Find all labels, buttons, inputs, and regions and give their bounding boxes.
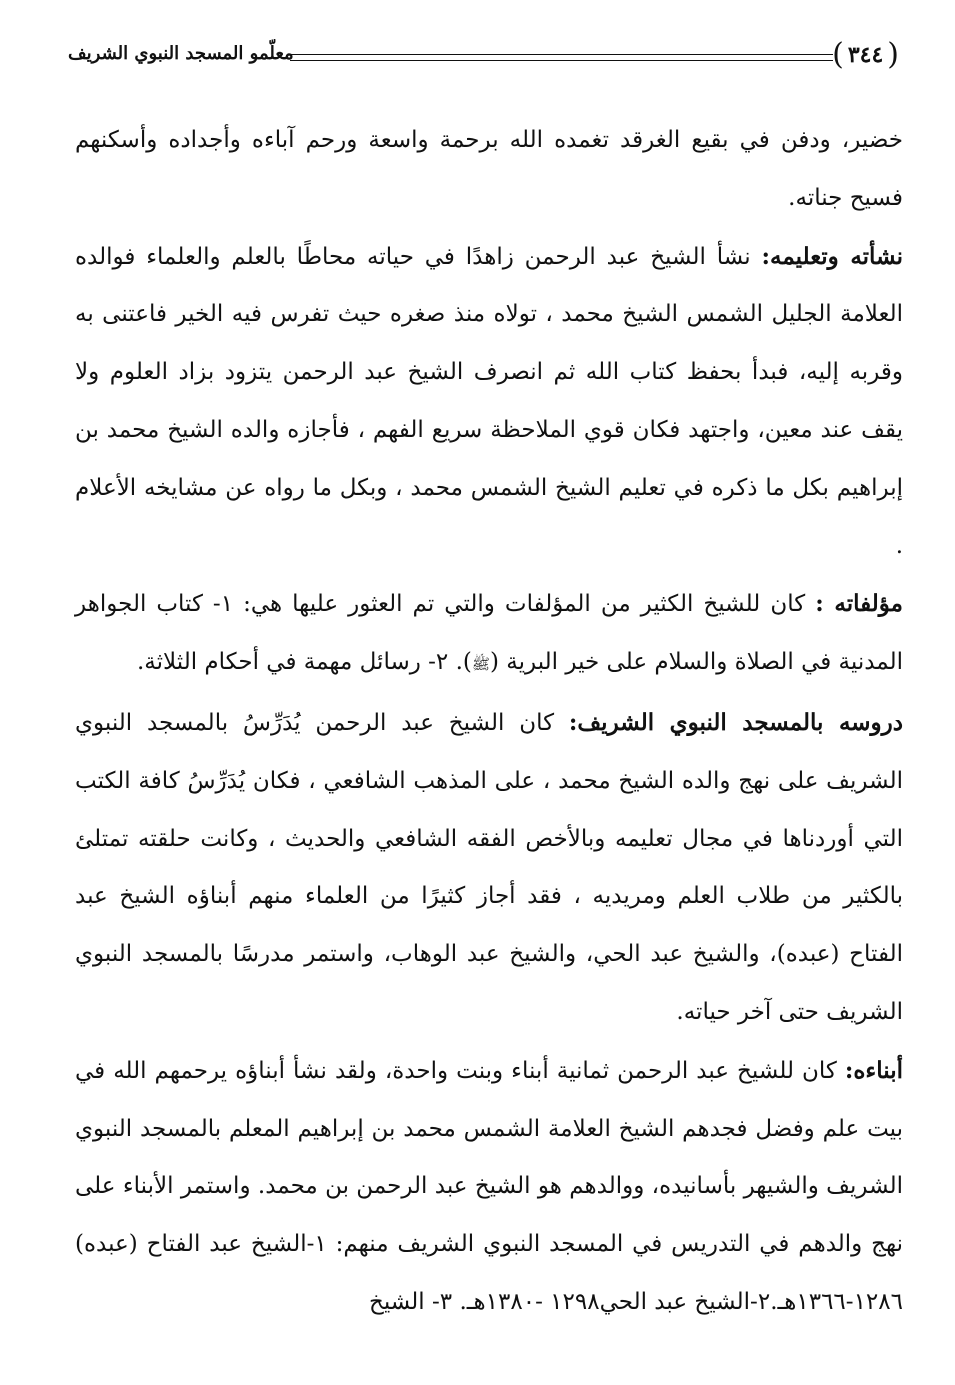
page-number-bracket-open: ( bbox=[887, 37, 899, 72]
page-number-box bbox=[820, 36, 911, 74]
paragraph-text: كان للشيخ عبد الرحمن ثمانية أبناء وبنت واحدة، ولقد نشأ أبناؤه يرحمهم الله في بيت علم وفضل فجدهم الشيخ العلامة الشمس محمد بن إبراهيم المعلم بالمسجد النبوي الشريف والشيهر بأسانيده، ووالدهم هو الشيخ عبد الرحمن بن محمد. واستمر الأبناء على نهج والدهم في التدريس في المسجد النبوي الشريف منهم: ١-الشيخ عبد الفتاح (عبده) ١٢٨٦-١٣٦٦هـ.٢-الشيخ عبد الحي١٢٩٨ -١٣٨٠هـ. ٣- الشيخ bbox=[75, 1057, 903, 1315]
running-title: معلّمو المسجد النبوي الشريف bbox=[68, 43, 294, 64]
paragraph-burial bbox=[75, 112, 903, 228]
paragraph-text: كان للشيخ الكثير من المؤلفات والتي تم العثور عليها هي: ١- كتاب الجواهر المدنية في الصلاة والسلام على خير البرية ( bbox=[75, 591, 903, 676]
section-heading-children: أبناءه: bbox=[844, 1056, 903, 1084]
paragraph-text: خضير، ودفن في بقيع الغرقد تغمده الله برحمة واسعة ورحم آباءه وأجداده وأسكنهم فسيح جناته. bbox=[75, 127, 903, 211]
paragraph-text: كان الشيخ عبد الرحمن يُدَرِّسُ بالمسجد النبوي الشريف على نهج والده الشيخ محمد ، على المذهب الشافعي ، فكان يُدَرِّسُ كافة الكتب التي أوردناها في مجال تعليمه وبالأخص الفقه الشافعي والحديث ، وكانت حلقته تمتلئ بالكثير من طلاب العلم ومريديه ، فقد أجاز كثيرًا من العلماء منهم أبناؤه الشيخ عبد الفتاح (عبده)، والشيخ عبد الحي، والشيخ عبد الوهاب، واستمر مدرسًا بالمسجد النبوي الشريف حتى آخر حياته. bbox=[75, 709, 903, 1025]
paragraph-lessons bbox=[75, 694, 903, 1042]
honorific-glyph: ﷺ bbox=[471, 655, 491, 674]
paragraph-text-after: ). ٢- رسائل مهمة في أحكام الثلاثة. bbox=[137, 649, 472, 676]
page-number: ٣٤٤ bbox=[847, 42, 884, 68]
section-heading-upbringing: نشأته وتعليمه: bbox=[761, 242, 903, 270]
paragraph-upbringing bbox=[75, 228, 903, 576]
body-text bbox=[75, 112, 903, 1332]
section-heading-works: مؤلفاته : bbox=[815, 590, 903, 618]
paragraph-text: نشأ الشيخ عبد الرحمن زاهدًا في حياته محاطًا بالعلم والعلماء فوالده العلامة الجليل الشمس الشيخ محمد ، تولاه منذ صغره حيث تفرس فيه الخير فاعتنى به وقربه إليه، فبدأ بحفظ كتاب الله ثم انصرف الشيخ عبد الرحمن يتزود بزاد العلوم ولا يقف عند معين، واجتهد فكان قوي الملاحظة سريع الفهم ، فأجازه والده الشيخ محمد بن إبراهيم بكل ما ذكره في تعليم الشيخ الشمس محمد ، وبكل ما رواه عن مشايخه الأعلام . bbox=[75, 243, 903, 559]
running-header bbox=[68, 34, 911, 80]
page-number-bracket-close: ) bbox=[832, 37, 844, 72]
paragraph-children bbox=[75, 1042, 903, 1332]
header-double-rule bbox=[290, 54, 833, 61]
paragraph-works bbox=[75, 575, 903, 694]
section-heading-lessons: دروسه بالمسجد النبوي الشريف: bbox=[568, 708, 903, 736]
